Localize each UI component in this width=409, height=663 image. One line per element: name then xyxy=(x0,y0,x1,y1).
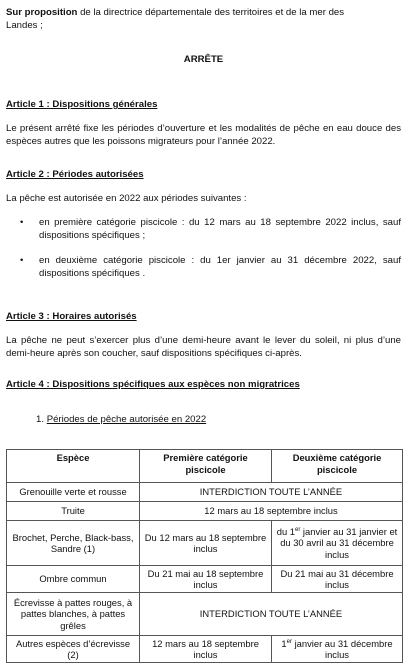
article4-subheading xyxy=(36,413,401,426)
species-cell: Truite xyxy=(7,502,140,521)
table-row xyxy=(7,593,403,636)
subheading-text: Périodes de pêche autorisée en 2022 xyxy=(46,414,207,425)
ordinal-suffix: er xyxy=(294,526,301,533)
decree-title: ARRÊTE xyxy=(183,54,224,65)
table-row xyxy=(7,502,403,521)
article2-text: La pêche est autorisée en 2022 aux périodes suivantes : xyxy=(6,193,247,204)
article2-bullet-list xyxy=(6,216,401,280)
list-item xyxy=(6,216,401,242)
bullet-icon: • xyxy=(20,217,24,228)
period-text: janvier au 31 décembre inclus xyxy=(291,637,393,660)
period-cell-cat2: Du 21 mai au 31 décembre inclus xyxy=(272,566,403,593)
period-text: 1 xyxy=(281,637,287,649)
subheading-number: 1. xyxy=(36,414,45,425)
period-cell-cat2 xyxy=(272,521,403,566)
article1-text: Le présent arrêté fixe les périodes d’ouverture et les modalités de pêche en eau douce des espèces autres que les poissons migrateurs pour l’année 2022. xyxy=(6,123,401,147)
species-cell: Brochet, Perche, Black-bass, Sandre (1) xyxy=(7,521,140,566)
period-cell-both: INTERDICTION TOUTE L’ANNÉE xyxy=(140,483,403,502)
species-cell: Écrevisse à pattes rouges, à pattes blanches, à pattes grêles xyxy=(7,593,140,636)
article3-text: La pêche ne peut s’exercer plus d’une demi-heure avant le lever du soleil, ni plus d’une demi-heure après son coucher, sauf dispositions spécifiques ci-après. xyxy=(6,335,401,359)
intro-rest: de la directrice départementale des territoires et de la mer des xyxy=(77,7,345,18)
species-cell: Ombre commun xyxy=(7,566,140,593)
article1-heading: Article 1 : Dispositions générales xyxy=(6,99,158,110)
table-row xyxy=(7,636,403,663)
period-cell-both: 12 mars au 18 septembre inclus xyxy=(140,502,403,521)
intro-paragraph xyxy=(6,6,401,32)
ordinal-suffix: er xyxy=(286,638,292,645)
period-cell-cat1: Du 21 mai au 18 septembre inclus xyxy=(140,566,272,593)
bullet-text: en première catégorie piscicole : du 12 mars au 18 septembre 2022 inclus, sauf dispositions spécifiques ; xyxy=(39,217,401,241)
fishing-periods-table xyxy=(6,449,403,663)
bullet-text: en deuxième catégorie piscicole : du 1er janvier au 31 décembre 2022, sauf dispositions spécifiques . xyxy=(39,255,401,279)
table-header-row xyxy=(7,450,403,483)
article2-heading: Article 2 : Périodes autorisées xyxy=(6,169,144,180)
article4-heading: Article 4 : Dispositions spécifiques aux espèces non migratrices xyxy=(6,379,300,390)
period-text: du 1 xyxy=(276,525,295,537)
species-cell: Grenouille verte et rousse xyxy=(7,483,140,502)
header-species: Espèce xyxy=(7,450,140,483)
bullet-icon: • xyxy=(20,255,24,266)
article3-heading: Article 3 : Horaires autorisés xyxy=(6,311,137,322)
list-item xyxy=(6,254,401,280)
period-text: janvier au 31 janvier et du 30 avril au 31 décembre inclus xyxy=(280,525,398,560)
intro-line2: Landes ; xyxy=(6,20,43,31)
table-row xyxy=(7,483,403,502)
species-cell: Autres espèces d’écrevisse (2) xyxy=(7,636,140,663)
table-row xyxy=(7,566,403,593)
header-cat2: Deuxième catégorie piscicole xyxy=(272,450,403,483)
period-cell-cat1: 12 mars au 18 septembre inclus xyxy=(140,636,272,663)
period-cell-cat2 xyxy=(272,636,403,663)
table-row xyxy=(7,521,403,566)
period-cell-cat1: Du 12 mars au 18 septembre inclus xyxy=(140,521,272,566)
header-cat1: Première catégorie piscicole xyxy=(140,450,272,483)
period-cell-both: INTERDICTION TOUTE L’ANNÉE xyxy=(140,593,403,636)
intro-lead: Sur proposition xyxy=(6,7,78,18)
